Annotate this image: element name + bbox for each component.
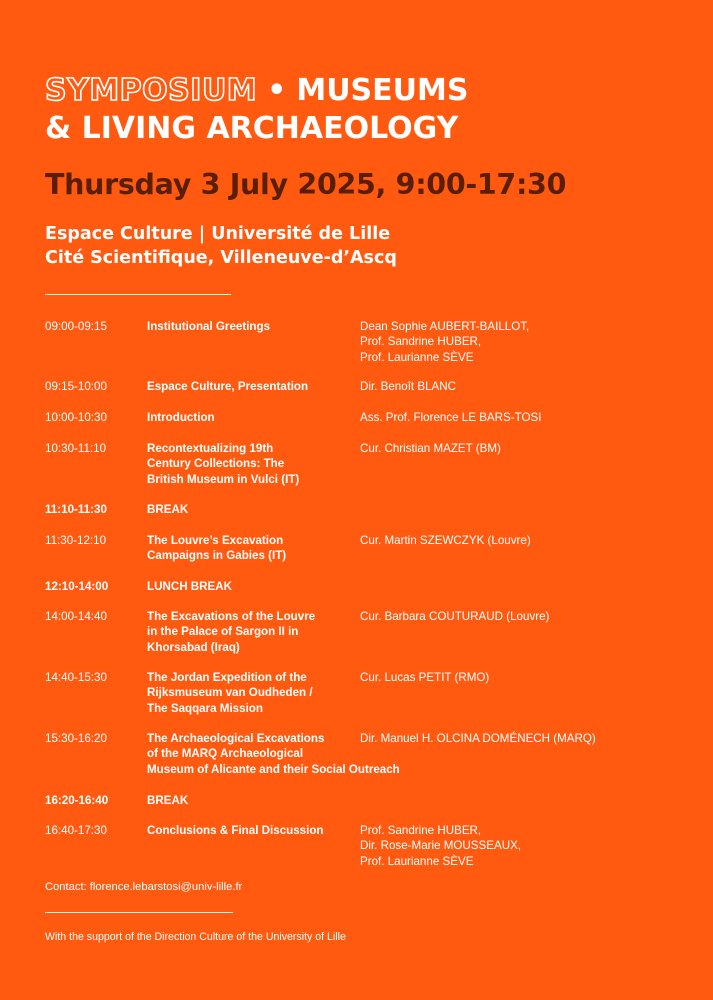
schedule-time: 15:30-16:20 — [45, 732, 107, 745]
event-date: Thursday 3 July 2025, 9:00-17:30 — [45, 168, 567, 201]
speaker-line: Cur. Barbara COUTURAUD (Louvre) — [360, 610, 550, 623]
speaker-line: Ass. Prof. Florence LE BARS-TOSI — [360, 411, 542, 424]
speaker-line: Prof. Sandrine HUBER, — [360, 335, 482, 349]
schedule-title-line: in the Palace of Sargon II in — [147, 625, 299, 639]
speaker-line: Cur. Christian MAZET (BM) — [360, 442, 501, 455]
schedule-speakers — [360, 823, 660, 869]
schedule-title-line: of the MARQ Archaeological — [147, 747, 304, 761]
schedule-title — [147, 793, 342, 808]
speaker-line: Dir. Benoît BLANC — [360, 380, 457, 393]
speaker-line: Prof. Sandrine HUBER, — [360, 824, 482, 837]
schedule-title-line: British Museum in Vulci (IT) — [147, 472, 300, 486]
schedule-time: 12:10-14:00 — [45, 580, 109, 593]
schedule-speakers — [360, 731, 660, 746]
speaker-line: Prof. Laurianne SÈVE — [360, 854, 474, 868]
speaker-line: Dean Sophie AUBERT-BAILLOT, — [360, 320, 530, 333]
schedule-title-line: Espace Culture, Presentation — [147, 380, 309, 393]
schedule-speakers — [360, 441, 660, 456]
schedule-title — [147, 579, 342, 594]
schedule-title-line: Campaigns in Gabies (IT) — [147, 549, 287, 563]
title-line-1 — [45, 72, 468, 110]
schedule-time: 10:00-10:30 — [45, 411, 107, 424]
schedule-title-line: Institutional Greetings — [147, 320, 271, 333]
schedule-time: 11:10-11:30 — [45, 503, 107, 516]
schedule-speakers — [360, 319, 660, 365]
title-line-2: & LIVING ARCHAEOLOGY — [45, 111, 459, 146]
schedule-title-line: Recontextualizing 19th — [147, 442, 274, 455]
schedule-title-line: The Louvre’s Excavation — [147, 534, 284, 547]
schedule-speakers — [360, 379, 660, 394]
schedule-title — [147, 533, 342, 564]
schedule-title — [147, 379, 342, 394]
divider-bottom — [45, 912, 233, 913]
schedule-title-line: BREAK — [147, 503, 189, 516]
venue-line-1: Espace Culture | Université de Lille — [45, 224, 391, 244]
schedule-title-line: Conclusions & Final Discussion — [147, 824, 324, 837]
schedule-time: 09:00-09:15 — [45, 320, 107, 333]
schedule-title-line: Rijksmuseum van Oudheden / — [147, 686, 313, 700]
schedule-title — [147, 441, 342, 487]
schedule-time: 09:15-10:00 — [45, 380, 107, 393]
schedule-speakers — [360, 609, 660, 624]
title-symposium: SYMPOSIUM — [45, 73, 258, 108]
speaker-line: Dir. Manuel H. OLCINA DOMÉNECH (MARQ) — [360, 732, 596, 745]
schedule-title — [147, 410, 342, 425]
schedule-title-line: Museum of Alicante and their Social Outreach — [147, 762, 400, 776]
schedule-title — [147, 670, 342, 716]
speaker-line: Cur. Martin SZEWCZYK (Louvre) — [360, 534, 531, 547]
schedule-title-line: The Archaeological Excavations — [147, 732, 325, 745]
speaker-line: Prof. Laurianne SÈVE — [360, 350, 474, 364]
schedule-title-line: Introduction — [147, 411, 215, 424]
speaker-line: Dir. Rose-Marie MOUSSEAUX, — [360, 839, 522, 853]
schedule-time: 14:40-15:30 — [45, 671, 107, 684]
schedule-title — [147, 319, 342, 334]
title-museums: MUSEUMS — [296, 73, 469, 108]
support-note: With the support of the Direction Culture of the University of Lille — [45, 931, 346, 943]
schedule-time: 14:00-14:40 — [45, 610, 107, 623]
schedule-time: 10:30-11:10 — [45, 442, 107, 455]
speaker-line: Cur. Lucas PETIT (RMO) — [360, 671, 490, 684]
venue — [45, 222, 397, 270]
schedule-title — [147, 609, 342, 655]
schedule-title-line: LUNCH BREAK — [147, 580, 233, 593]
schedule-title-line: The Excavations of the Louvre — [147, 610, 316, 623]
schedule-title-line: The Jordan Expedition of the — [147, 671, 307, 684]
schedule-time: 11:30-12:10 — [45, 534, 107, 547]
schedule-speakers — [360, 670, 660, 685]
venue-line-2: Cité Scientifique, Villeneuve-d’Ascq — [45, 248, 397, 268]
title-separator: • — [267, 73, 287, 108]
contact-email[interactable]: Contact: florence.lebarstosi@univ-lille.fr — [45, 881, 243, 893]
schedule-speakers — [360, 533, 660, 548]
schedule-time: 16:20-16:40 — [45, 794, 109, 807]
schedule-time: 16:40-17:30 — [45, 824, 107, 837]
schedule-title-line: The Saqqara Mission — [147, 701, 263, 715]
schedule-title — [147, 823, 342, 838]
schedule-title — [147, 502, 342, 517]
schedule-speakers — [360, 410, 660, 425]
schedule-title-line: Khorsabad (Iraq) — [147, 640, 240, 654]
schedule-title-line: BREAK — [147, 794, 189, 807]
divider-top — [45, 294, 231, 295]
schedule-title-line: Century Collections: The — [147, 457, 285, 471]
